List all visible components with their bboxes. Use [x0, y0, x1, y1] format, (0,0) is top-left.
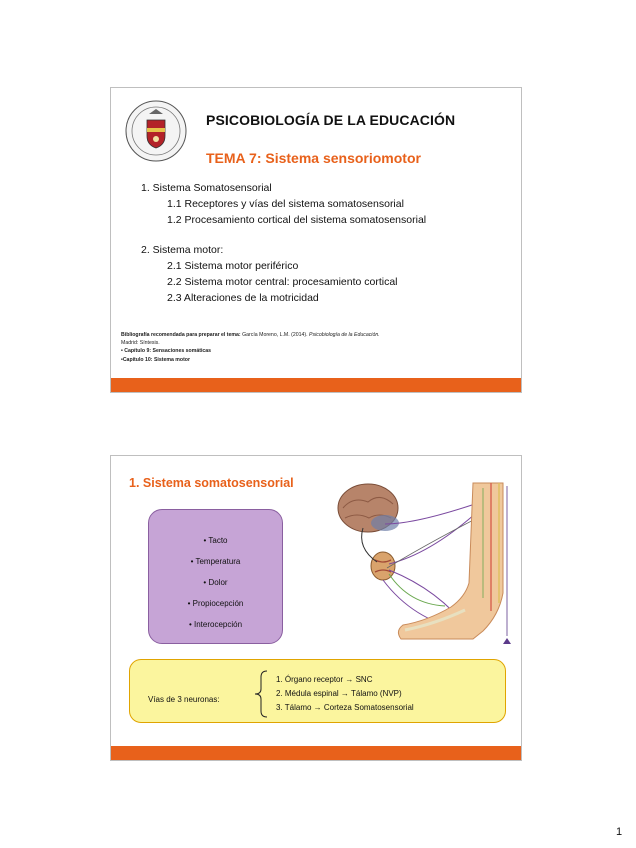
biblio-chapter: •Capítulo 10: Sistema motor: [121, 356, 190, 363]
course-title: PSICOBIOLOGÍA DE LA EDUCACIÓN: [206, 112, 456, 128]
biblio-book: Psicobiología de la Educación.: [309, 332, 380, 338]
outline-item: 1. Sistema Somatosensorial: [141, 182, 272, 194]
pathway-step: 1. Órgano receptor → SNC: [276, 675, 373, 684]
outline-item: 1.2 Procesamiento cortical del sistema somatosensorial: [167, 214, 427, 226]
slide-1: [110, 87, 522, 393]
pathway-list: [276, 673, 414, 715]
senses-box: [148, 509, 283, 644]
sense-item: • Tacto: [203, 536, 228, 545]
footer-bar: [111, 746, 521, 760]
sense-item: • Propiocepción: [187, 599, 244, 608]
pathway-label: Vías de 3 neuronas:: [148, 695, 220, 704]
biblio-label: Bibliografía recomendada para preparar el tema:: [121, 332, 241, 338]
sense-item: • Interocepción: [188, 620, 243, 629]
biblio-publisher: Madrid: Síntesis.: [121, 340, 160, 347]
sense-item: • Dolor: [203, 578, 228, 587]
biblio-authors: García Moreno, L.M. (2014).: [242, 332, 308, 338]
sense-item: • Temperatura: [190, 557, 241, 566]
outline-item: 2.1 Sistema motor periférico: [167, 260, 299, 272]
outline-item: 2.2 Sistema motor central: procesamiento cortical: [167, 276, 398, 288]
brain-spinal-cord-foot-illustration: [323, 478, 519, 656]
page-number: 1: [616, 826, 623, 838]
bibliography: [121, 331, 511, 364]
pathway-step: 2. Médula espinal → Tálamo (NVP): [276, 689, 402, 698]
outline-item: 2. Sistema motor:: [141, 244, 224, 256]
pathway-box: [129, 659, 506, 723]
university-seal-icon: [125, 100, 187, 162]
brace-icon: [253, 669, 273, 719]
section-title: 1. Sistema somatosensorial: [129, 476, 294, 490]
topic-outline: [141, 180, 426, 306]
footer-bar: [111, 378, 521, 392]
biblio-chapter: • Capítulo 9: Sensaciones somáticas: [121, 348, 212, 355]
outline-item: 2.3 Alteraciones de la motricidad: [167, 292, 319, 304]
outline-item: 1.1 Receptores y vías del sistema somatosensorial: [167, 198, 404, 210]
pathway-step: 3. Tálamo → Corteza Somatosensorial: [276, 703, 414, 712]
theme-title: TEMA 7: Sistema sensoriomotor: [206, 150, 421, 166]
slide-2: [110, 455, 522, 761]
